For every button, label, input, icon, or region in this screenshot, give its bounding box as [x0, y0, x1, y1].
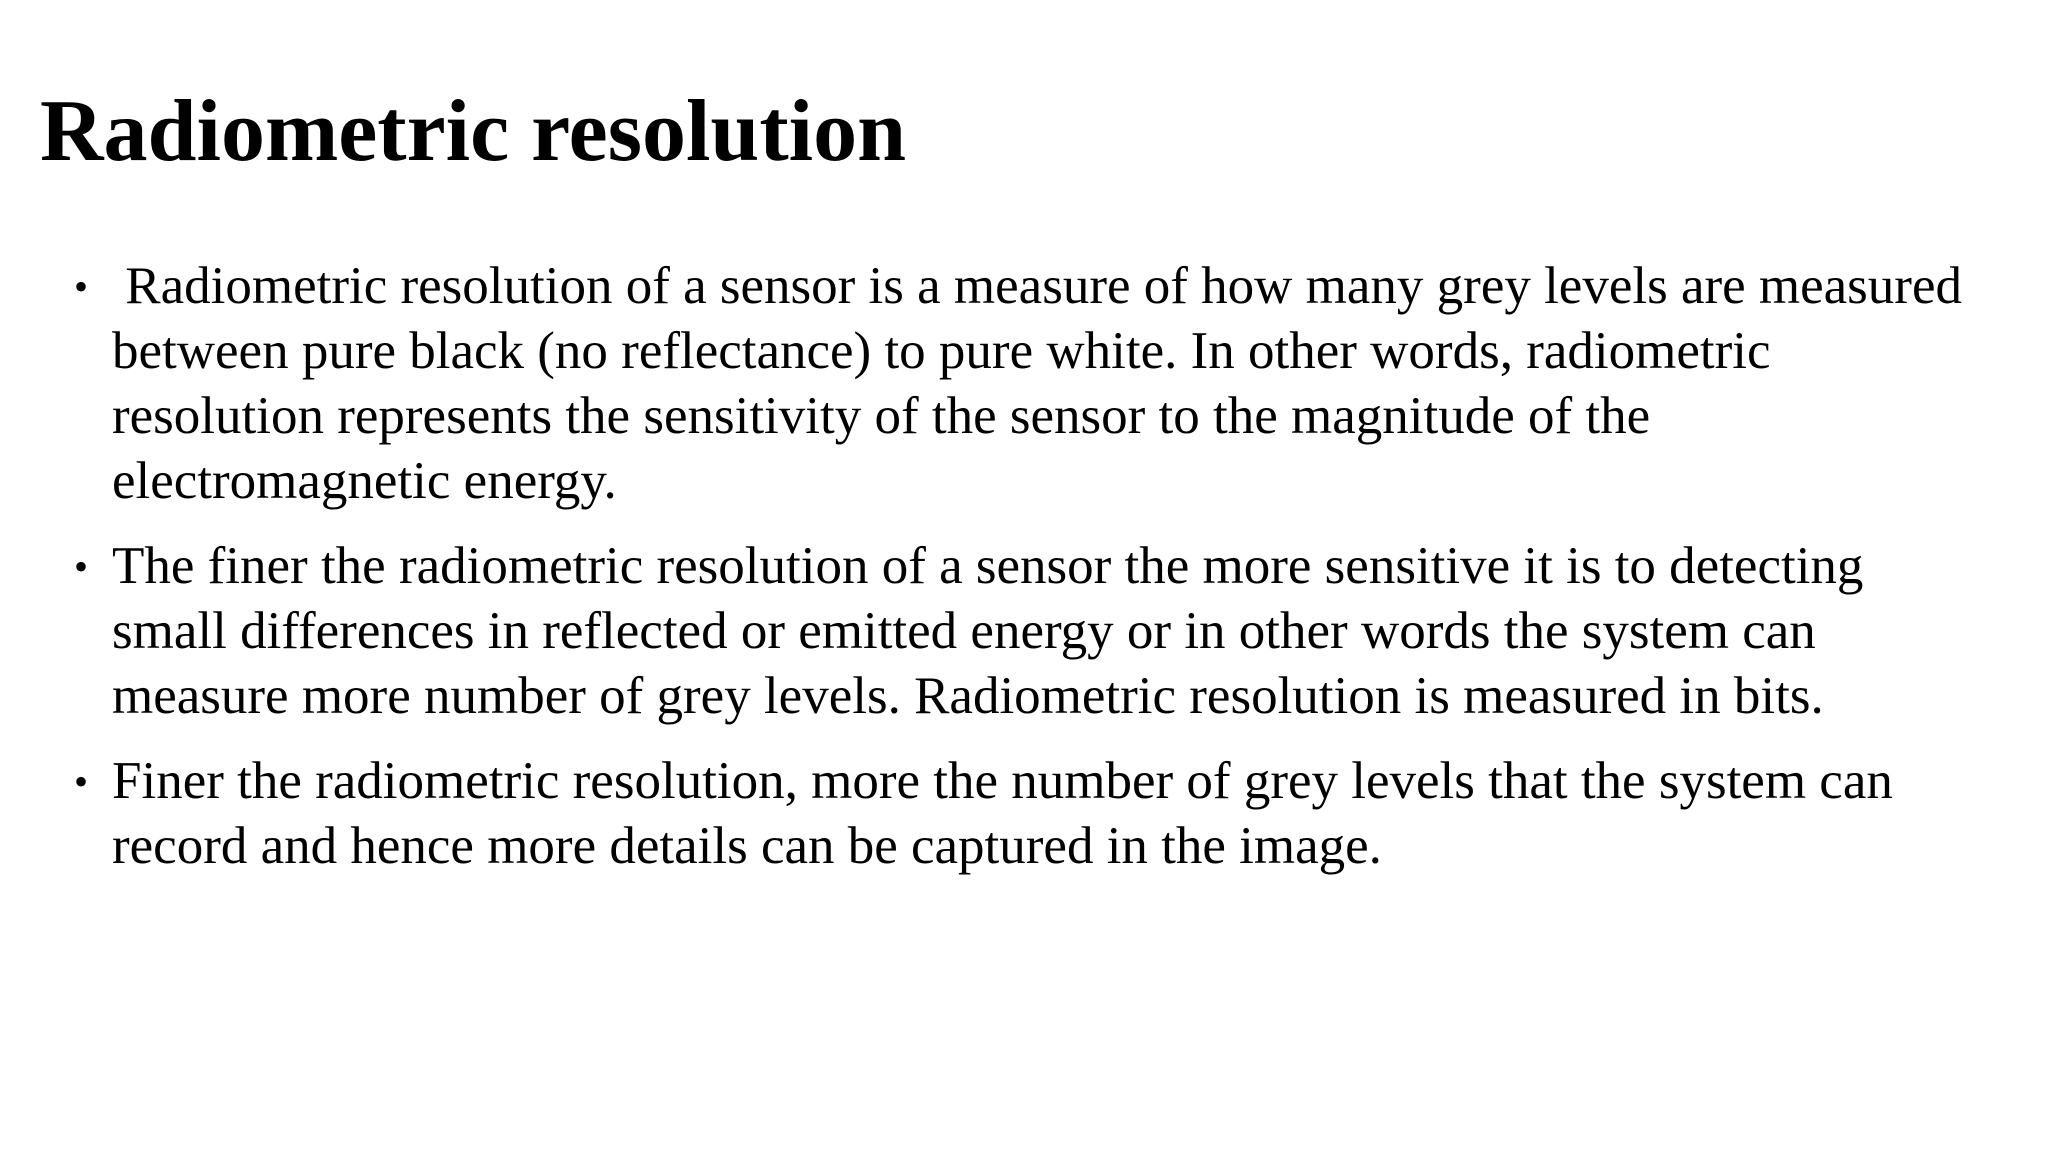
bullet-item [74, 254, 1974, 514]
bullet-marker: • [74, 759, 89, 804]
bullet-item [74, 749, 1974, 879]
bullet-text: Radiometric resolution of a sensor is a measure of how many grey levels are measured between pure black (no reflectance) to pure white. In other words, radiometric resolution represents the sensitivity of the sensor to the magnitude of the electromagnetic energy. [112, 257, 1976, 510]
bullet-marker: • [74, 264, 89, 309]
bullet-item [74, 534, 1974, 729]
bullet-marker: • [74, 544, 89, 589]
bullet-list [74, 254, 1974, 899]
bullet-text: Finer the radiometric resolution, more the number of grey levels that the system can record and hence more details can be captured in the image. [112, 752, 1907, 875]
slide-title: Radiometric resolution [40, 83, 907, 180]
bullet-text: The finer the radiometric resolution of a sensor the more sensitive it is to detecting small differences in reflected or emitted energy or in other words the system can measure more number of grey levels. Radiometric resolution is measured in bits. [112, 537, 1877, 725]
